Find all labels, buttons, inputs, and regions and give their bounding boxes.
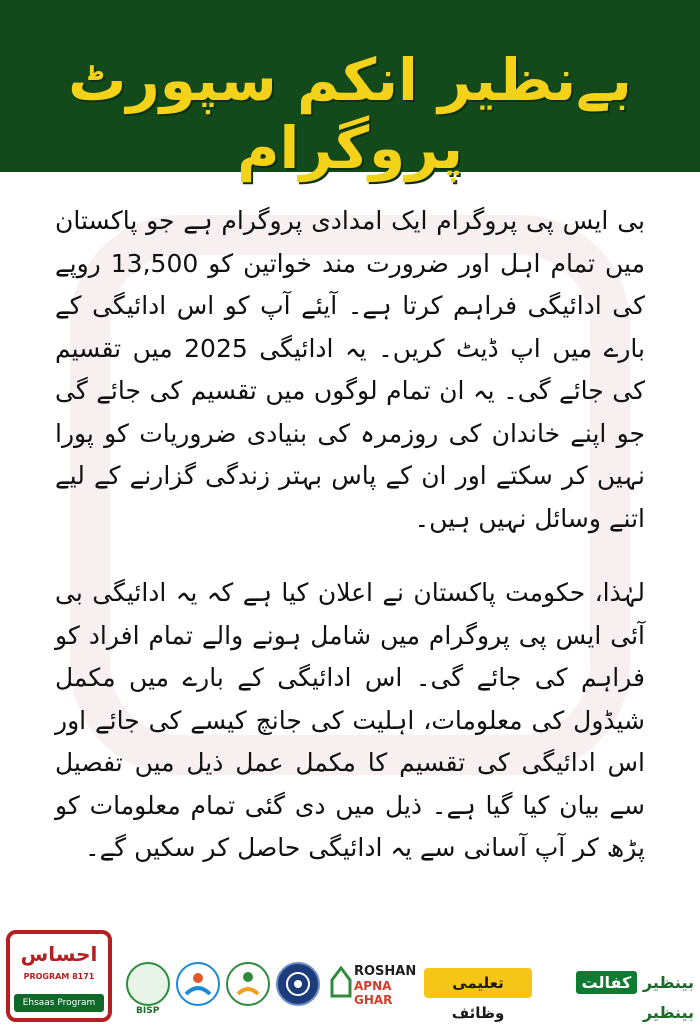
bisp-seal-icon: [126, 962, 170, 1006]
roshan-logo-line2: APNA GHAR: [354, 979, 393, 1007]
people-emblem-icon: [226, 962, 270, 1006]
paragraph-2: لہٰذا، حکومت پاکستان نے اعلان کیا ہے کہ یہ ادائیگی بی آئی ایس پی پروگرام میں شامل ہونے والے تمام افراد کو فراہم کی جائے گی۔ اس ادائیگی کے بارے میں مکمل شیڈول کی معلومات، اہلیت کی جانچ کیسے کی جائے اور اس ادائیگی کی تقسیم کا مکمل عمل ذیل میں تفصیل سے بیان کیا گیا ہے۔ ذیل میں دی گئی تمام معلومات کو پڑھ کر آپ آسانی سے یہ ادائیگی حاصل کر سکیں گے۔: [55, 578, 645, 862]
kafaalat-label: کفالت: [576, 971, 638, 994]
ehsaas-logo-bar: Ehsaas Program: [14, 994, 104, 1012]
header-banner: [0, 0, 700, 182]
footer-logos: [0, 928, 700, 1024]
family-emblem-icon: [176, 962, 220, 1006]
ehsaas-logo: [6, 930, 112, 1022]
house-icon: [330, 964, 352, 998]
ehsaas-logo-title: احساس: [20, 942, 98, 966]
benazir-label-2: بینظیر: [642, 1003, 694, 1022]
roshan-apna-ghar-logo: [330, 964, 420, 1007]
government-seal-icon: [276, 962, 320, 1006]
ehsaas-logo-subtitle: PROGRAM 8171: [23, 972, 95, 981]
taleemi-wazaif-badge: تعلیمی وظائف: [424, 968, 532, 998]
roshan-logo-line1: ROSHAN: [354, 964, 417, 979]
paragraph-1: بی ایس پی پروگرام ایک امدادی پروگرام ہے جو پاکستان میں تمام اہل اور ضرورت مند خواتین کو 13,500 روپے کی ادائیگی فراہم کرتا ہے۔ آیئے آپ کو اس ادائیگی کے بارے میں اپ ڈیٹ کریں۔ یہ ادائیگی 2025 میں تقسیم کی جائے گی۔ یہ ان تمام لوگوں میں تقسیم کی جائے گی جو اپنے خاندان کی روزمرہ کی بنیادی ضروریات کو پورا نہیں کر سکتے اور ان کے پاس بہتر زندگی گزارنے کے لیے اتنے وسائل نہیں ہیں۔: [55, 206, 646, 533]
page-title: بےنظیر انکم سپورٹ پروگرام: [68, 46, 632, 182]
benazir-label-1: بینظیر: [642, 973, 694, 992]
bisp-label: BISP: [136, 1006, 160, 1016]
benazir-kafaalat-badge: [536, 968, 694, 1022]
